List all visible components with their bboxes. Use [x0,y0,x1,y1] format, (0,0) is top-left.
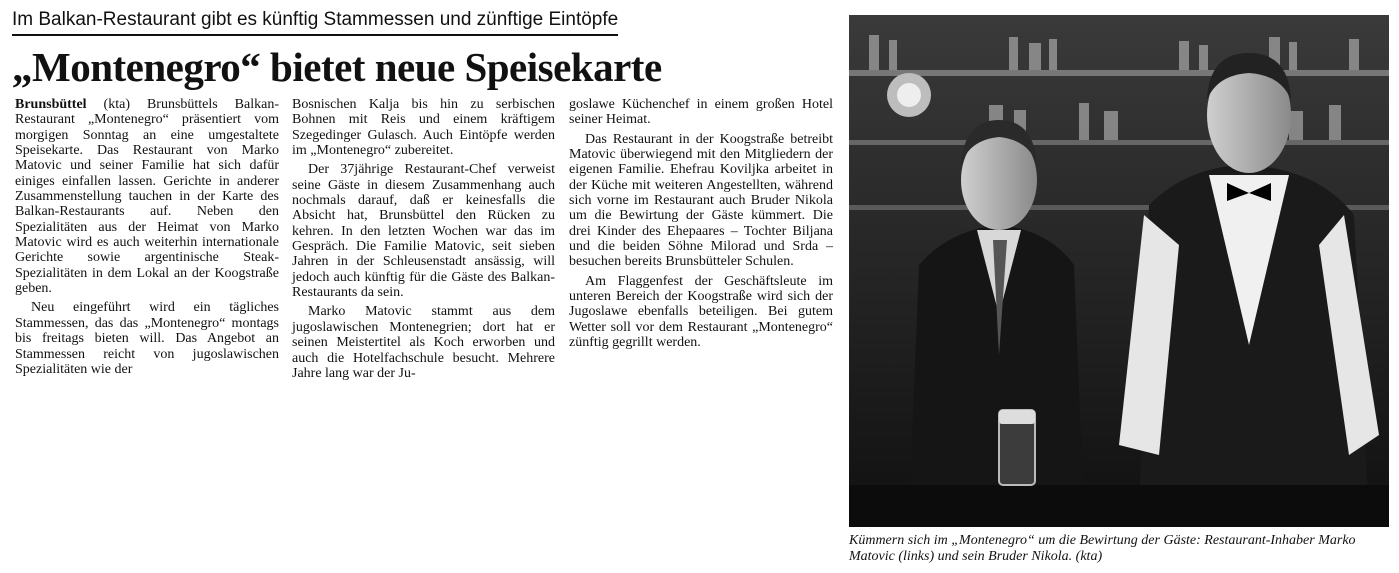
paragraph: Marko Matovic stammt aus dem jugoslawischen Montenegrien; dort hat er seinen Meistertitel als Koch erworben und auch die Hotelfachschule besucht. Mehrere Jahre lang war der Ju- [292,304,555,381]
article-photo [849,15,1389,527]
paragraph: goslawe Küchenchef in einem großen Hotel seiner Heimat. [569,97,833,128]
paragraph: Bosnischen Kalja bis hin zu serbischen Bohnen mit Reis und einem kräftigem Szegedinger Gulasch. Auch Eintöpfe werden im „Montenegro“ zubereitet. [292,97,555,159]
article-column-2 [292,97,555,381]
article-column-3 [569,97,833,351]
paragraph: Am Flaggenfest der Geschäftsleute im unteren Bereich der Koogstraße wird sich der Jugoslawe ebenfalls beteiligen. Bei gutem Wetter soll vor dem Restaurant „Montenegro“ zünftig gegrillt werden. [569,273,833,351]
article-kicker: Im Balkan-Restaurant gibt es künftig Stammessen und zünftige Eintöpfe [12,9,618,36]
paragraph [15,97,279,296]
article-column-1 [15,97,279,377]
bar-photo-illustration [849,15,1389,527]
article-headline: „Montenegro“ bietet neue Speisekarte [12,44,662,90]
paragraph: Neu eingeführt wird ein tägliches Stammessen, das das „Montenegro“ montags bis freitags bieten will. Das Angebot an Stammessen reicht von jugoslawischen Spezialitäten wie der [15,300,279,377]
paragraph-text: (kta) Brunsbüttels Balkan-Restaurant „Montenegro“ präsentiert vom morgigen Sonntag an eine umgestaltete Speisekarte. Das Restaurant von Marko Matovic und seiner Familie hat sich dafür einiges einfallen lassen. Gerichte in anderer Zusammenstellung tauchen in der Karte des Balkan-Restaurants auf. Neben den Spezialitäten aus der Heimat von Marko Matovic wird es auch weiterhin internationale Gerichte sowie argentinische Steak-Spezialitäten in dem Lokal an der Koogstraße geben. [15,97,279,297]
photo-caption: Kümmern sich im „Montenegro“ um die Bewirtung der Gäste: Restaurant-Inhaber Marko Matovic (links) und sein Bruder Nikola. (kta) [849,533,1356,564]
paragraph: Das Restaurant in der Koogstraße betreibt Matovic überwiegend mit den Mitgliedern der eigenen Familie. Ehefrau Koviljka arbeitet in der Küche mit weiteren Angestellten, während sich vorne im Restaurant auch Bruder Nikola um die Bewirtung der Gäste kümmert. Die drei Kinder des Ehepaares – Tochter Biljana und die beiden Söhne Milorad und Srda – besuchen bereits Brunsbütteler Schulen. [569,131,833,270]
paragraph: Der 37jährige Restaurant-Chef verweist seine Gäste in diesem Zusammenhang auch nochmals darauf, daß er keinesfalls die Absicht hat, Brunsbüttel den Rücken zu kehren. In den letzten Wochen war das im Gespräch. Die Familie Matovic, seit sieben Jahren in der Schleusenstadt ansässig, will jedoch auch künftig für die Gäste des Balkan-Restaurants da sein. [292,162,555,301]
dateline: Brunsbüttel [15,97,87,112]
